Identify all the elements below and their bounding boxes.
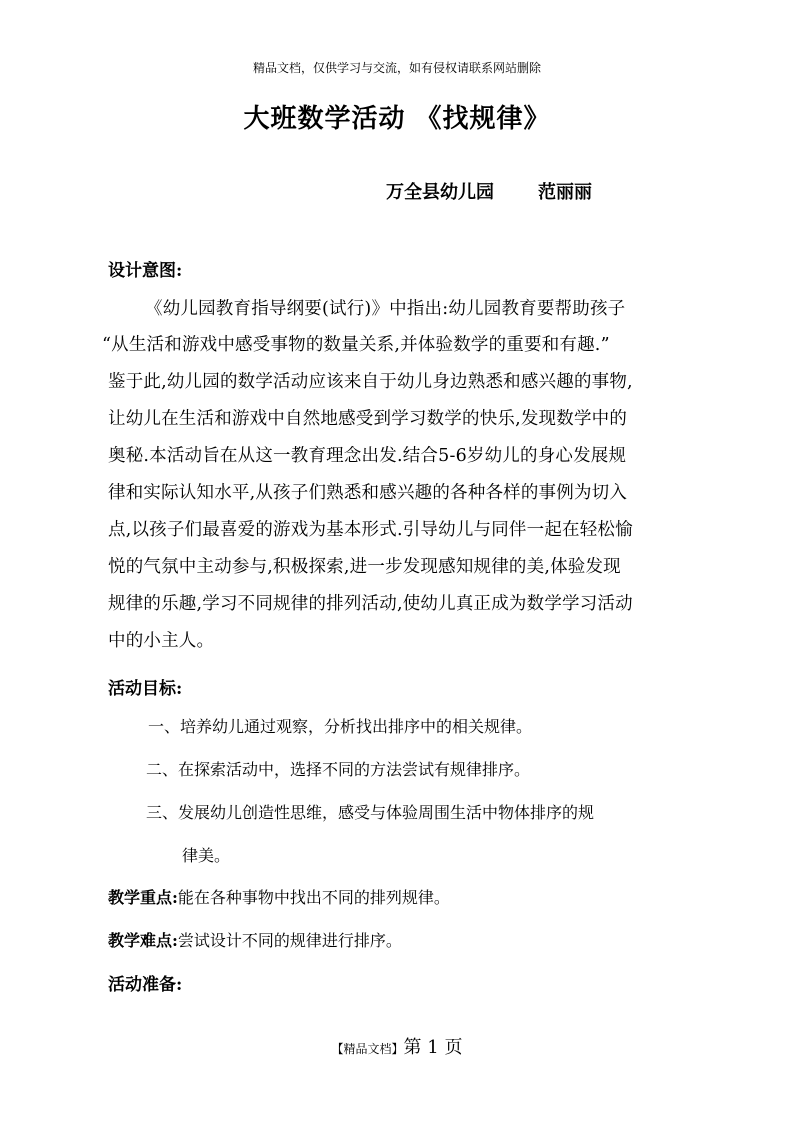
page-footer [0,1033,794,1059]
goals-heading: 活动目标: [108,679,183,699]
prep-heading: 活动准备: [108,975,183,995]
design-line: 让幼儿在生活和游戏中自然地感受到学习数学的快乐,发现数学中的 [108,409,628,429]
goal-item: 二、在探索活动中，选择不同的方法尝试有规律排序。 [146,760,531,779]
goal-item: 律美。 [182,846,231,865]
key-point-text: 能在各种事物中找出不同的排列规律。 [177,888,450,907]
page-title: 大班数学活动 《找规律》 [243,104,551,134]
design-heading: 设计意图: [108,261,183,281]
goal-item: 一、培养幼儿通过观察，分析找出排序中的相关规律。 [148,717,533,736]
design-line: “从生活和游戏中感受事物的数量关系,并体验数学的重要和有趣.” [102,335,610,355]
author-line [386,178,592,204]
difficulty-text: 尝试设计不同的规律进行排序。 [177,931,402,950]
key-point-label: 教学重点: [108,888,178,907]
footer-tag: 【精品文档】 [331,1042,404,1056]
design-line: 悦的气氛中主动参与,积极探索,进一步发现感知规律的美,体验发现 [108,557,621,577]
difficulty-label: 教学难点: [108,931,178,950]
design-line: 规律的乐趣,学习不同规律的排列活动,使幼儿真正成为数学学习活动 [108,594,633,614]
design-line: 点,以孩子们最喜爱的游戏为基本形式.引导幼儿与同伴一起在轻松愉 [108,520,633,540]
header-notice: 精品文档，仅供学习与交流，如有侵权请联系网站删除 [252,61,541,75]
design-line: 律和实际认知水平,从孩子们熟悉和感兴趣的各种各样的事例为切入 [108,483,628,503]
page-number: 第 1 页 [403,1037,463,1058]
author-name: 范丽丽 [538,182,592,203]
design-line: 奥秘.本活动旨在从这一教育理念出发.结合5-6岁幼儿的身心发展规 [108,446,627,466]
design-line: 中的小主人。 [108,631,215,651]
key-point-line [108,885,450,908]
difficulty-line [108,928,402,951]
goal-item: 三、发展幼儿创造性思维，感受与体验周围生活中物体排序的规 [146,803,595,822]
author-org: 万全县幼儿园 [386,182,494,203]
design-line: 《幼儿园教育指导纲要(试行)》中指出:幼儿园教育要帮助孩子 [145,299,626,319]
design-line: 鉴于此,幼儿园的数学活动应该来自于幼儿身边熟悉和感兴趣的事物, [108,372,633,392]
